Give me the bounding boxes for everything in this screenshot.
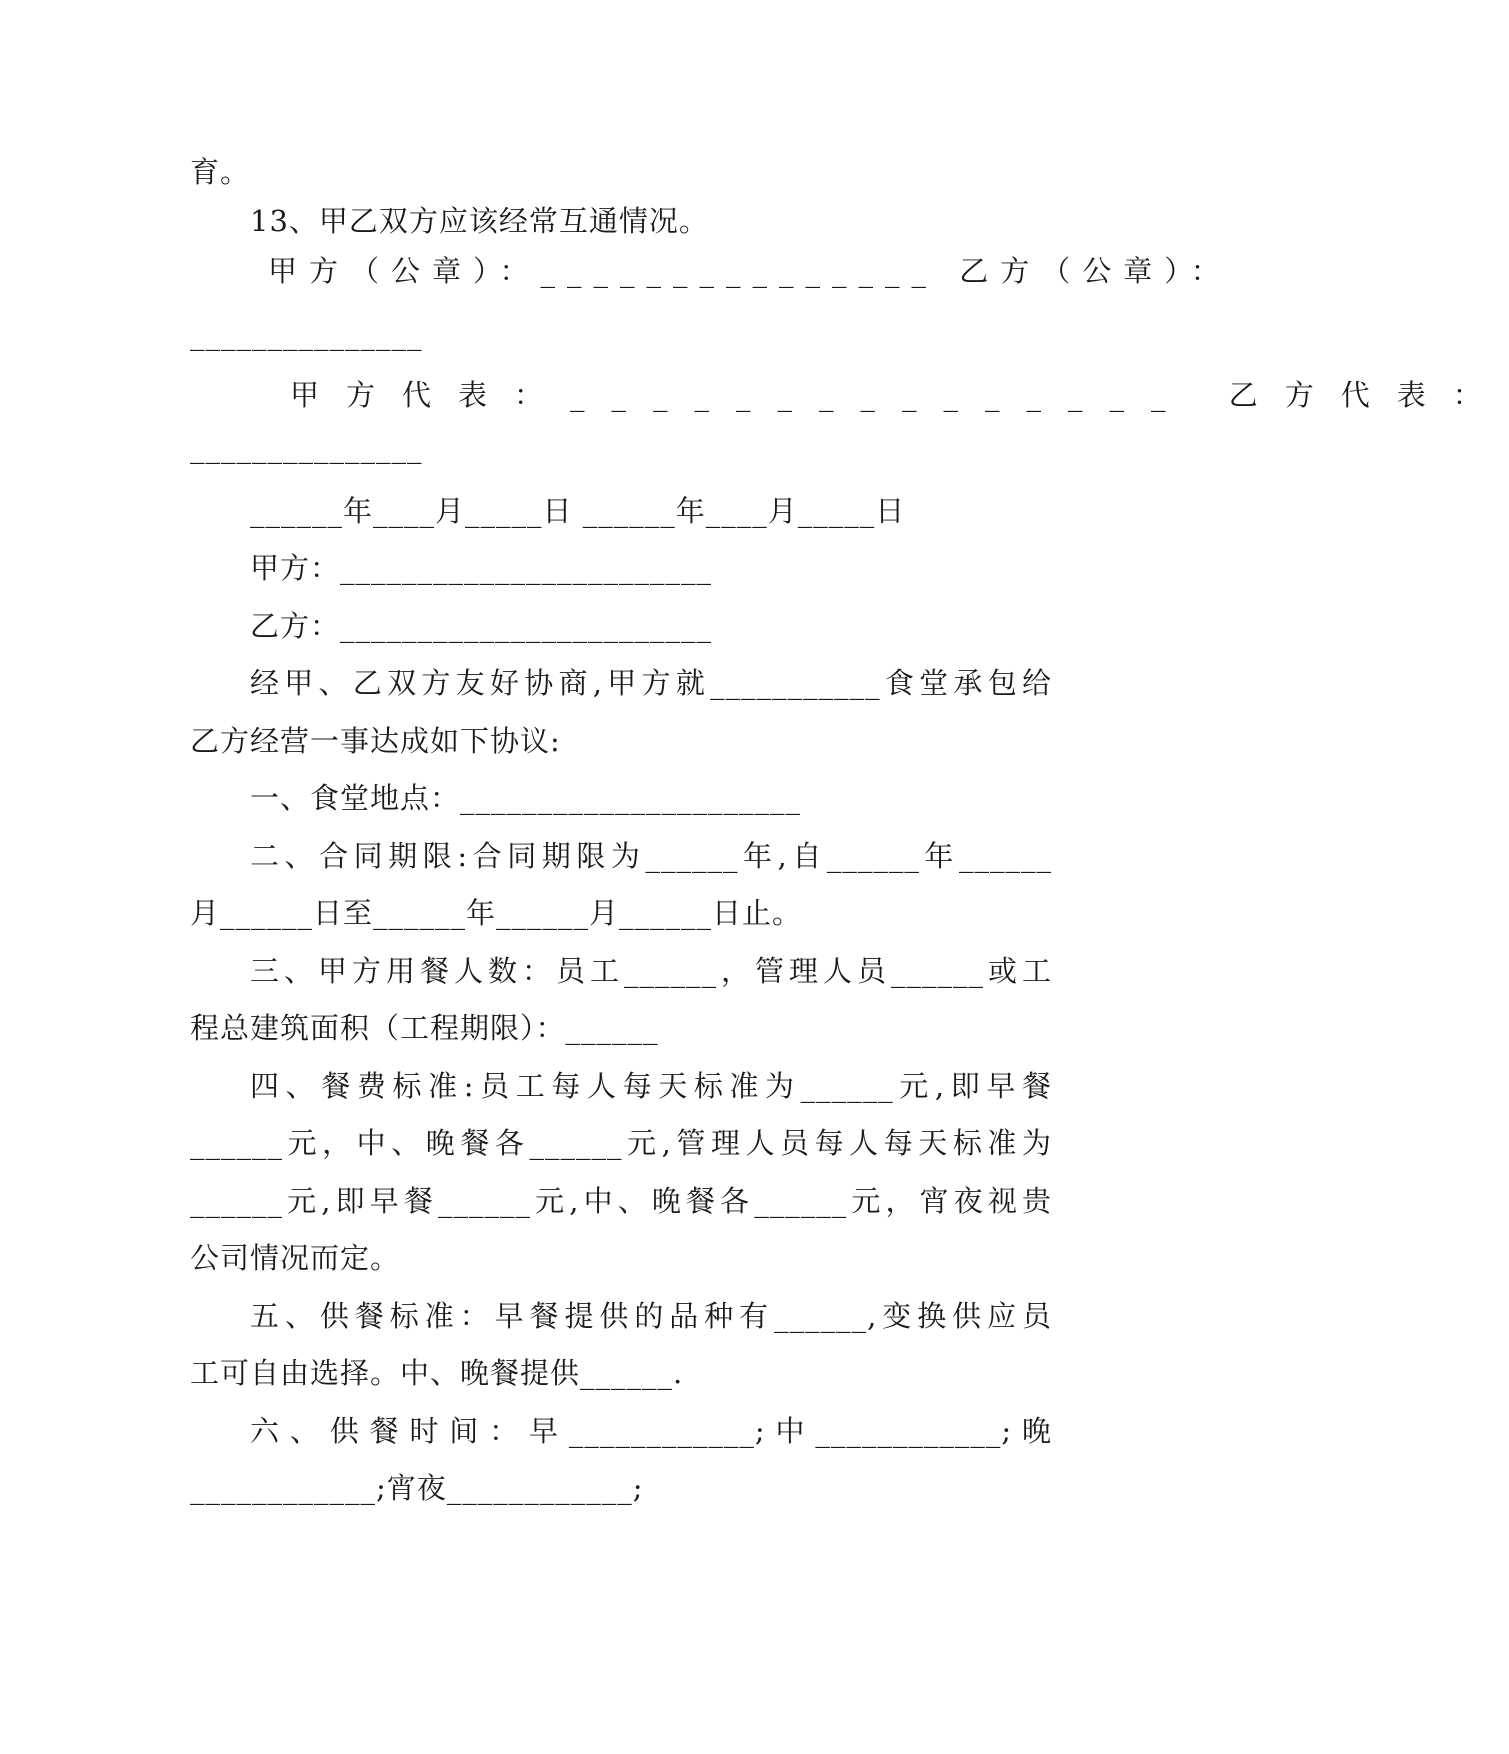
- clause-2: 二、合同期限:合同期限为______年,自______年______: [250, 839, 1052, 873]
- text-line: 工可自由选择。中、晚餐提供______.: [190, 1356, 684, 1390]
- blank-underline: _______________: [190, 430, 423, 464]
- party-a-line: 甲方：________________________: [250, 551, 713, 585]
- clause-5: 五、供餐标准：早餐提供的品种有______,变换供应员: [250, 1299, 1052, 1333]
- text-line: 经甲、乙双方友好协商,甲方就___________食堂承包给: [250, 666, 1052, 700]
- text-line: 育。: [190, 155, 251, 189]
- representative-line: 甲方代表：_______________ 乙方代表：: [290, 378, 1509, 412]
- text-line: 乙方经营一事达成如下协议:: [190, 724, 561, 758]
- date-line: ______年____月_____日 ______年____月_____日: [250, 494, 906, 528]
- blank-underline: _______________: [190, 317, 423, 351]
- text-line: 13、甲乙双方应该经常互通情况。: [250, 204, 709, 238]
- text-line: ______元，中、晚餐各______元,管理人员每人每天标准为: [190, 1126, 1052, 1160]
- clause-4: 四、餐费标准:员工每人每天标准为______元,即早餐: [250, 1069, 1052, 1103]
- party-b-line: 乙方：________________________: [250, 609, 713, 643]
- text-line: 公司情况而定。: [190, 1241, 401, 1275]
- text-line: 月______日至______年______月______日止。: [190, 896, 803, 930]
- clause-1: 一、食堂地点：______________________: [250, 781, 802, 815]
- text-line: ____________;宵夜____________;: [190, 1471, 644, 1505]
- signature-seal-line: 甲方（公章）：_______________ 乙方（公章）：: [268, 254, 1232, 288]
- clause-3: 三、甲方用餐人数：员工______，管理人员______或工: [250, 954, 1052, 988]
- text-line: ______元,即早餐______元,中、晚餐各______元，宵夜视贵: [190, 1184, 1052, 1218]
- clause-6: 六、供餐时间：早____________;中____________;晚: [250, 1414, 1052, 1448]
- text-line: 程总建筑面积（工程期限）：______: [190, 1011, 659, 1045]
